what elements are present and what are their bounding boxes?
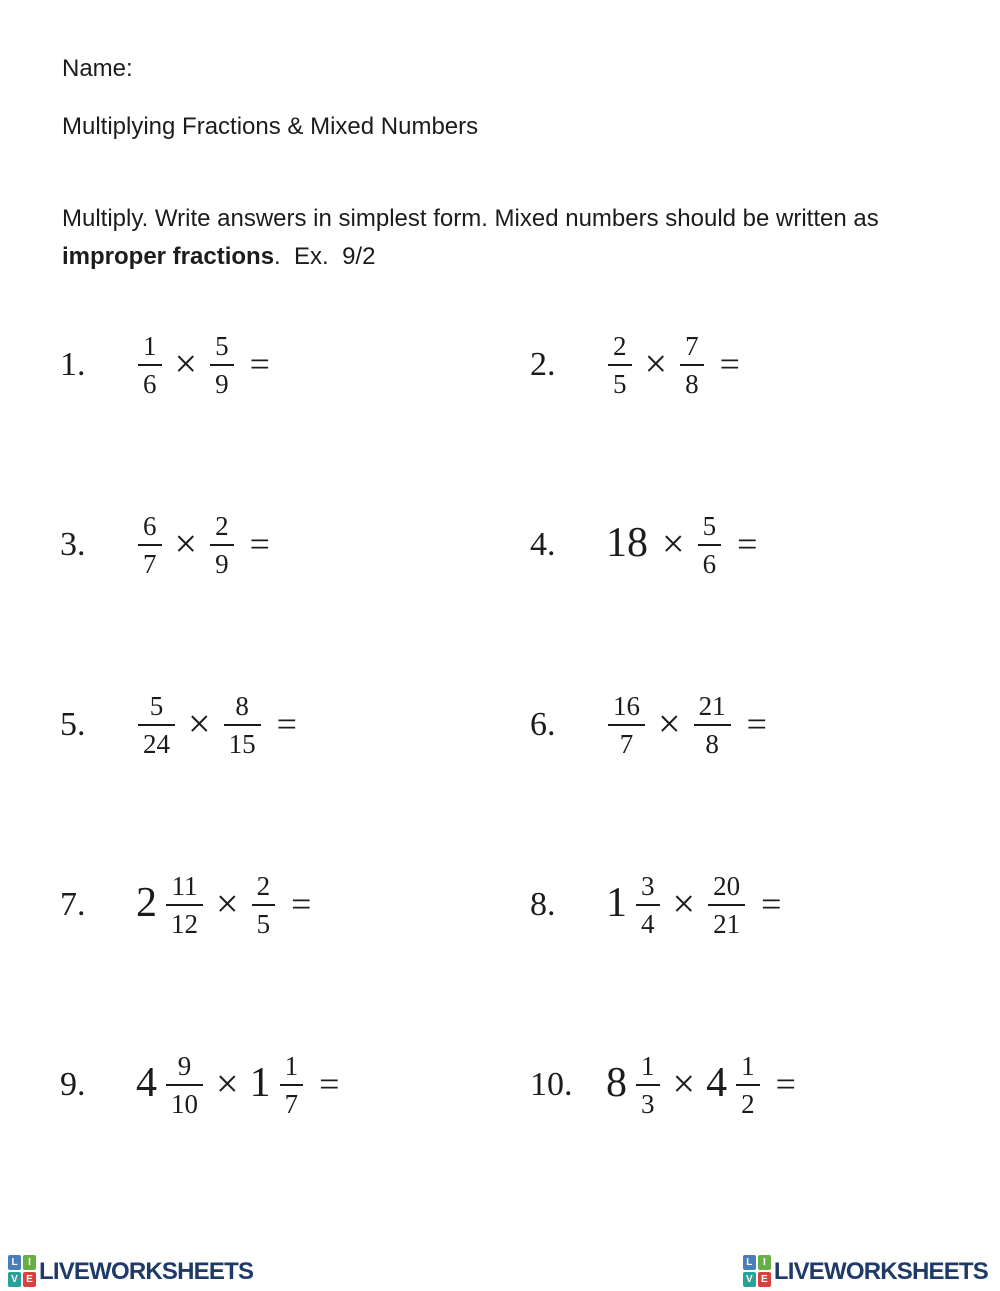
instructions-text-bold: improper fractions xyxy=(62,242,275,270)
fraction-denominator: 2 xyxy=(741,1089,755,1119)
problem-expression xyxy=(134,871,311,939)
logo-tile-e: E xyxy=(23,1272,36,1287)
fraction-numerator: 8 xyxy=(224,691,261,726)
problem-item xyxy=(530,691,970,759)
fraction-denominator: 4 xyxy=(641,909,655,939)
problem-item xyxy=(60,871,530,939)
fraction-numerator: 16 xyxy=(608,691,645,726)
fraction-denominator: 8 xyxy=(685,369,699,399)
fraction xyxy=(206,331,238,399)
fraction-numerator: 1 xyxy=(736,1051,760,1086)
fraction xyxy=(134,331,166,399)
problem-expression xyxy=(134,691,297,759)
liveworksheets-logo-icon xyxy=(8,1255,36,1287)
problem-number: 4. xyxy=(530,526,556,563)
problem-item xyxy=(530,511,970,579)
problem-item xyxy=(530,871,970,939)
whole-number: 18 xyxy=(606,520,648,566)
logo-tile-i: I xyxy=(23,1255,36,1270)
logo-tile-l: L xyxy=(8,1255,21,1270)
problem-number: 8. xyxy=(530,886,556,923)
fraction xyxy=(704,871,749,939)
fraction xyxy=(276,1051,308,1119)
fraction xyxy=(676,331,708,399)
problems-grid xyxy=(60,275,970,1175)
problem-item xyxy=(60,331,530,399)
whole-number: 2 xyxy=(136,880,157,926)
problem-number: 1. xyxy=(60,346,86,383)
fraction xyxy=(632,1051,664,1119)
equals-sign: = xyxy=(319,1064,340,1104)
multiply-sign: × xyxy=(672,1060,696,1106)
fraction-denominator: 5 xyxy=(256,909,271,939)
problem-expression xyxy=(604,691,767,759)
problem-expression xyxy=(604,331,740,399)
fraction xyxy=(604,331,636,399)
multiply-sign: × xyxy=(216,880,239,926)
equals-sign: = xyxy=(746,704,767,744)
fraction-denominator: 12 xyxy=(171,909,198,939)
logo-tile-v: V xyxy=(743,1272,756,1287)
problem-number: 3. xyxy=(60,526,86,563)
fraction-denominator: 9 xyxy=(215,369,229,399)
fraction xyxy=(604,691,649,759)
fraction-numerator: 2 xyxy=(252,871,276,906)
problem-number: 9. xyxy=(60,1066,86,1103)
fraction xyxy=(134,691,179,759)
multiply-sign: × xyxy=(672,880,696,926)
logo-tile-v: V xyxy=(8,1272,21,1287)
problem-item xyxy=(60,691,530,759)
logo-tile-l: L xyxy=(743,1255,756,1270)
fraction-numerator: 21 xyxy=(694,691,731,726)
fraction xyxy=(220,691,265,759)
fraction-numerator: 7 xyxy=(680,331,704,366)
fraction-denominator: 24 xyxy=(143,729,170,759)
logo-tile-e: E xyxy=(758,1272,771,1287)
fraction xyxy=(248,871,280,939)
equals-sign: = xyxy=(249,344,270,384)
fraction-numerator: 1 xyxy=(138,331,162,366)
fraction-numerator: 2 xyxy=(210,511,234,546)
logo-tile-i: I xyxy=(758,1255,771,1270)
multiply-sign: × xyxy=(188,700,211,746)
equals-sign: = xyxy=(249,524,270,564)
fraction-denominator: 5 xyxy=(613,369,627,399)
equals-sign: = xyxy=(719,344,740,384)
fraction-denominator: 3 xyxy=(641,1089,655,1119)
fraction xyxy=(134,511,166,579)
fraction-numerator: 1 xyxy=(636,1051,660,1086)
multiply-sign: × xyxy=(174,340,198,386)
liveworksheets-logo xyxy=(8,1255,253,1289)
liveworksheets-wordmark: LIVEWORKSHEETS xyxy=(773,1258,988,1285)
problem-expression xyxy=(134,331,270,399)
fraction-numerator: 3 xyxy=(636,871,660,906)
instructions-text-start: Multiply. Write answers in simplest form. Mixed numbers should be written as xyxy=(62,205,886,232)
liveworksheets-wordmark: LIVEWORKSHEETS xyxy=(39,1258,254,1285)
fraction-denominator: 7 xyxy=(143,549,157,579)
whole-number: 8 xyxy=(606,1060,627,1106)
equals-sign: = xyxy=(291,884,312,924)
multiply-sign: × xyxy=(662,520,685,566)
problem-item xyxy=(60,511,530,579)
whole-number: 1 xyxy=(249,1060,271,1106)
fraction xyxy=(732,1051,764,1119)
problem-number: 5. xyxy=(60,706,86,743)
problem-expression xyxy=(604,511,757,579)
worksheet-title: Multiplying Fractions & Mixed Numbers xyxy=(62,113,479,140)
instructions-text-end: . Ex. 9/2 xyxy=(274,242,376,270)
problem-expression xyxy=(134,511,270,579)
equals-sign: = xyxy=(775,1064,796,1104)
instructions xyxy=(62,200,892,276)
name-label: Name: xyxy=(62,55,133,82)
fraction xyxy=(206,511,238,579)
problem-item xyxy=(530,331,970,399)
problem-number: 2. xyxy=(530,346,556,383)
liveworksheets-logo-icon xyxy=(743,1255,771,1287)
fraction-denominator: 9 xyxy=(215,549,229,579)
fraction-denominator: 21 xyxy=(713,909,741,939)
fraction-numerator: 6 xyxy=(138,511,162,546)
problem-number: 10. xyxy=(530,1066,573,1103)
equals-sign: = xyxy=(737,524,758,564)
fraction-numerator: 20 xyxy=(708,871,745,906)
problem-number: 7. xyxy=(60,886,86,923)
fraction-denominator: 7 xyxy=(619,729,634,759)
problem-expression xyxy=(604,1051,796,1119)
liveworksheets-logo xyxy=(743,1255,988,1289)
fraction xyxy=(162,1051,207,1119)
equals-sign: = xyxy=(761,884,782,924)
fraction-numerator: 1 xyxy=(280,1051,304,1086)
multiply-sign: × xyxy=(216,1060,239,1106)
fraction-numerator: 5 xyxy=(138,691,175,726)
fraction-denominator: 15 xyxy=(228,729,256,759)
whole-number: 4 xyxy=(136,1060,157,1106)
fraction-denominator: 7 xyxy=(284,1089,299,1119)
fraction xyxy=(162,871,207,939)
whole-number: 1 xyxy=(606,880,627,926)
multiply-sign: × xyxy=(174,520,198,566)
fraction-numerator: 5 xyxy=(210,331,234,366)
fraction-denominator: 8 xyxy=(705,729,719,759)
fraction xyxy=(694,511,726,579)
fraction-numerator: 5 xyxy=(698,511,722,546)
fraction-denominator: 6 xyxy=(143,369,157,399)
multiply-sign: × xyxy=(658,700,681,746)
equals-sign: = xyxy=(276,704,297,744)
whole-number: 4 xyxy=(706,1060,728,1106)
multiply-sign: × xyxy=(644,340,668,386)
fraction xyxy=(632,871,664,939)
fraction-numerator: 2 xyxy=(608,331,632,366)
problem-expression xyxy=(134,1051,339,1119)
problem-item xyxy=(60,1051,530,1119)
problem-number: 6. xyxy=(530,706,556,743)
problem-item xyxy=(530,1051,970,1119)
fraction xyxy=(690,691,735,759)
fraction-denominator: 10 xyxy=(171,1089,198,1119)
fraction-numerator: 11 xyxy=(166,871,203,906)
fraction-numerator: 9 xyxy=(166,1051,203,1086)
fraction-denominator: 6 xyxy=(702,549,717,579)
problem-expression xyxy=(604,871,781,939)
